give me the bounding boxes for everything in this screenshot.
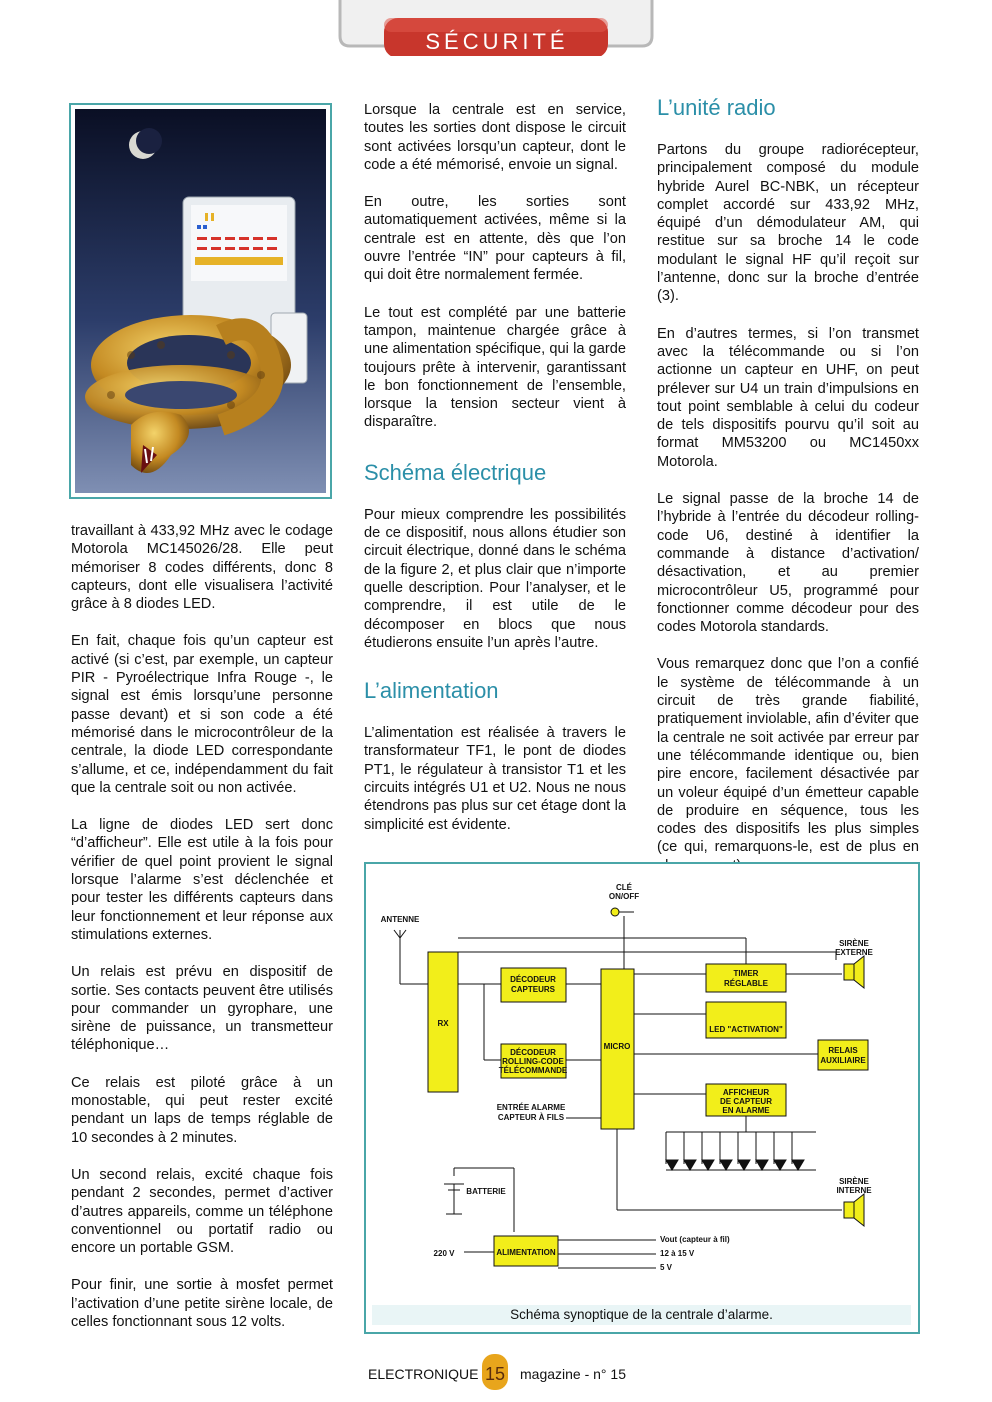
diagram-label: ALIMENTATION bbox=[496, 1248, 556, 1257]
diagram-label: AFFICHEUR bbox=[722, 1088, 770, 1097]
diagram-label: DÉCODEUR bbox=[510, 1048, 556, 1057]
diagram-label: DÉCODEUR bbox=[510, 975, 556, 984]
paragraph: En d’autres termes, si l’on transmet avec la télécommande ou si l’on actionne un capteur en UHF, on peut prélever sur U4 un train d’impulsions en tout point semblable à celui du codeur de tels dispositifs pourvu qu’il soit au format MM53200 ou MC1450xx Motorola. bbox=[657, 325, 919, 470]
diagram-label: CAPTEUR À FILS bbox=[497, 1113, 565, 1122]
paragraph: Partons du groupe radiorécepteur, principalement composé du module hybride Aurel BC-NBK, un récepteur complet accordé sur 433,92 MHz, équipé d’un démodulateur AM, qui restitue sur sa broche 14 le code modulant le signal HF qu’il reçoit sur l’antenne, donc sur la broche d’entrée (3). bbox=[657, 142, 919, 305]
paragraph: Le tout est complété par une batterie tampon, maintenue chargée grâce à une alimentation spécifique, qui la garde toujours prête à intervenir, garantissant le bon fonctionnement de l’ensemble, lorsque la tension secteur vient à disparaître. bbox=[364, 304, 626, 431]
block-diagram-frame bbox=[364, 862, 920, 1334]
diagram-label: SIRÈNE bbox=[839, 939, 869, 948]
paragraph: Ce relais est piloté grâce à un monostable, qui peut rester excité pendant un laps de temps réglable de 10 secondes à 2 minutes. bbox=[71, 1074, 333, 1146]
diagram-label: INTERNE bbox=[836, 1186, 872, 1195]
diagram-label: TÉLÉCOMMANDE bbox=[498, 1066, 568, 1075]
diagram-label: 5 V bbox=[660, 1263, 673, 1272]
diagram-label: BATTERIE bbox=[466, 1187, 506, 1196]
paragraph: travaillant à 433,92 MHz avec le codage Motorola MC145026/28. Elle peut mémoriser 8 codes différents, donc 8 capteurs, dont elle visualisera l’activité grâce à 8 diodes LED. bbox=[71, 523, 333, 613]
figure-caption: Schéma synoptique de la centrale d’alarme. bbox=[372, 1305, 911, 1325]
section-title: SÉCURITÉ bbox=[425, 29, 569, 54]
page-number-badge bbox=[480, 1352, 510, 1394]
paragraph: La ligne de diodes LED sert donc “d’afficheur”. Elle est utile à la fois pour vérifier de quel point provient le signal lorsque l’alarme s’est déclenchée et pour tester les différents capteurs dans leur fonctionnement et leur réponse aux stimulations externes. bbox=[71, 817, 333, 943]
paragraph: En outre, les sorties sont automatiquement activées, même si la centrale est en attente, dès que l’on ouvre l’entrée “IN” pour capteurs à fil, qui doit être normalement fermée. bbox=[364, 194, 626, 284]
diagram-label: EXTERNE bbox=[835, 948, 873, 957]
diagram-label: AUXILIAIRE bbox=[820, 1056, 866, 1065]
text-column-1 bbox=[71, 522, 333, 1350]
block-diagram bbox=[366, 864, 918, 1304]
paragraph: En fait, chaque fois qu’un capteur est activé (si c’est, par exemple, un capteur PIR - Pyroélectrique Infra Rouge -, le signal est émis lorsqu’une personne passe devant) et si son code a été mémorisé dans le microcontrôleur de la centrale, la diode LED correspondante s’allume, et ce, indépendamment du fait que la centrale soit ou non activée. bbox=[71, 633, 333, 796]
diagram-label: ON/OFF bbox=[608, 892, 640, 901]
paragraph: Pour mieux comprendre les possibilités de ce dispositif, nous allons étudier son circuit électrique, donné dans le schéma de la figure 2, et plus clair que n’importe quelle description. Pour l’analyser, et le comprendre, il est utile de le décomposer en blocs que nous étudierons ensuite l’un après l’autre. bbox=[364, 506, 626, 651]
diagram-label: SIRÈNE bbox=[839, 1177, 869, 1186]
diagram-label: CLÉ bbox=[616, 883, 632, 892]
text-column-3 bbox=[657, 95, 919, 894]
product-photo bbox=[69, 103, 332, 499]
diagram-label: 12 à 15 V bbox=[660, 1249, 695, 1258]
diagram-label: LED "ACTIVATION" bbox=[709, 1025, 783, 1034]
diagram-label: 220 V bbox=[433, 1249, 455, 1258]
diagram-label: RELAIS bbox=[828, 1046, 858, 1055]
magazine-issue: magazine - n° 15 bbox=[520, 1366, 626, 1382]
diagram-label: TIMER bbox=[733, 969, 759, 978]
snake-alarm-illustration bbox=[71, 105, 330, 497]
paragraph: Le signal passe de la broche 14 de l’hybride à l’entrée du décodeur rolling-code U6, destiné à identifier la commande à distance d’activation/ désactivation, et au premier microcontrôleur U5, programmé pour fonctionner comme décodeur pour des codes Motorola standards. bbox=[657, 491, 919, 636]
text-column-2 bbox=[364, 101, 626, 853]
section-heading: L’unité radio bbox=[657, 95, 776, 120]
section-heading: Schéma électrique bbox=[364, 459, 547, 485]
diagram-label: DE CAPTEUR bbox=[719, 1097, 773, 1106]
key-icon bbox=[611, 908, 619, 916]
diagram-label: ANTENNE bbox=[380, 915, 420, 924]
diagram-label: MICRO bbox=[603, 1042, 631, 1051]
section-heading: L’alimentation bbox=[364, 678, 499, 704]
diagram-label: EN ALARME bbox=[722, 1106, 770, 1115]
page-footer bbox=[360, 1352, 640, 1396]
diagram-label: ROLLING-CODE bbox=[502, 1057, 564, 1066]
diagram-label: CAPTEURS bbox=[510, 985, 556, 994]
diagram-label: RÉGLABLE bbox=[724, 979, 768, 988]
paragraph: L’alimentation est réalisée à travers le transformateur TF1, le pont de diodes PT1, le régulateur à transistor T1 et les circuits intégrés U1 et U2. Nous ne nous étendrons pas plus sur cet étage dont la simplicité est évidente. bbox=[364, 725, 626, 833]
magazine-name: ELECTRONIQUE bbox=[368, 1366, 479, 1382]
paragraph: Un second relais, excité chaque fois pendant 2 secondes, permet d’activer d’autres appareils, comme un téléphone conventionnel ou portatif radio ou encore un portable GSM. bbox=[71, 1166, 333, 1257]
diagram-label: Vout (capteur à fil) bbox=[660, 1235, 730, 1244]
relay-block bbox=[818, 1040, 868, 1070]
diagram-label: ENTRÉE ALARME bbox=[496, 1103, 566, 1112]
page-number: 15 bbox=[484, 1364, 506, 1384]
paragraph: Pour finir, une sortie à mosfet permet l’activation d’une petite sirène locale, de celles fonctionnant sous 12 volts. bbox=[71, 1277, 333, 1330]
paragraph: Un relais est prévu en dispositif de sortie. Ses contacts peuvent être utilisés pour commander un gyrophare, une sirène de puissance, un transmetteur téléphonique… bbox=[71, 964, 333, 1054]
paragraph: Vous remarquez donc que l’on a confié le système de télécommande à un circuit de très grande fiabilité, pratiquement inviolable, afin d’éviter que la centrale ne soit activée par erreur par une télécommande identique ou, bien pire encore, facilement désactivée par un voleur équipé d’un émetteur capable de produire en séquence, tous les codes des dispositifs les plus simples (ce qui, remarquons-le, est de plus en bbox=[657, 656, 919, 856]
paragraph: Lorsque la centrale est en service, toutes les sorties dont dispose le circuit sont activées lorsqu’un capteur, dont le code a été mémorisé, envoie un signal. bbox=[364, 102, 626, 173]
diagram-label: RX bbox=[437, 1019, 449, 1028]
